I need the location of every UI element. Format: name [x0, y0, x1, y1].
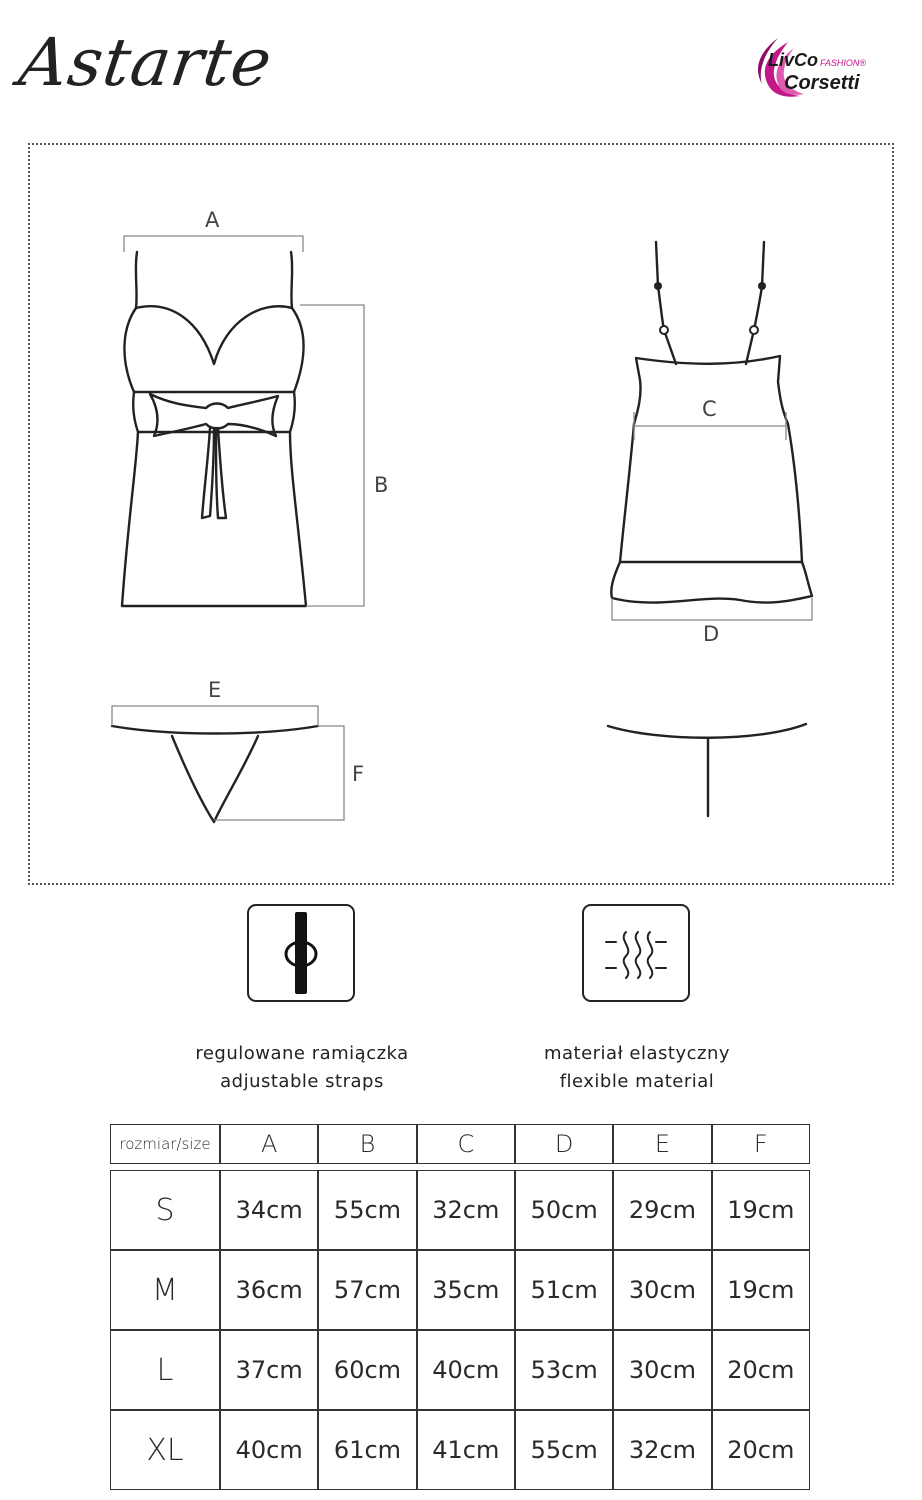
back-chemise-drawing — [611, 242, 812, 603]
table-cell: 19cm — [712, 1170, 810, 1250]
table-cell: 61cm — [318, 1410, 416, 1490]
size-code: L — [110, 1330, 220, 1410]
table-cell: 30cm — [613, 1330, 711, 1410]
table-cell: 30cm — [613, 1250, 711, 1330]
column-header: E — [613, 1124, 711, 1164]
table-cell: 53cm — [515, 1330, 613, 1410]
column-header: D — [515, 1124, 613, 1164]
table-cell: 40cm — [220, 1410, 318, 1490]
dim-label-f: F — [352, 762, 365, 786]
dim-guide-e — [112, 706, 318, 726]
table-cell: 41cm — [417, 1410, 515, 1490]
feature-label-pl: regulowane ramiączka — [195, 1043, 409, 1064]
column-header: C — [417, 1124, 515, 1164]
logo-text-livco: LivCo — [768, 50, 819, 70]
flexible-material-icon — [582, 904, 690, 1002]
table-cell: 35cm — [417, 1250, 515, 1330]
table-row — [110, 1170, 810, 1250]
dim-guide-a — [124, 236, 303, 252]
table-cell: 55cm — [318, 1170, 416, 1250]
product-title: Astarte — [14, 24, 278, 101]
size-chart-header-row — [110, 1124, 810, 1164]
adjustable-strap-icon — [247, 904, 355, 1002]
front-chemise-drawing — [122, 252, 306, 606]
table-cell: 55cm — [515, 1410, 613, 1490]
table-cell: 36cm — [220, 1250, 318, 1330]
size-chart-table — [110, 1124, 810, 1490]
table-cell: 20cm — [712, 1410, 810, 1490]
table-cell: 32cm — [613, 1410, 711, 1490]
dim-label-e: E — [208, 678, 222, 702]
feature-label-en: flexible material — [559, 1071, 715, 1092]
column-header: F — [712, 1124, 810, 1164]
column-header: A — [220, 1124, 318, 1164]
size-code: S — [110, 1170, 220, 1250]
column-header: B — [318, 1124, 416, 1164]
size-chart-corner: rozmiar/size — [110, 1124, 220, 1164]
front-thong-drawing — [112, 726, 318, 822]
table-cell: 20cm — [712, 1330, 810, 1410]
table-row — [110, 1330, 810, 1410]
dim-label-d: D — [703, 622, 720, 646]
table-cell: 50cm — [515, 1170, 613, 1250]
logo-text-corsetti: Corsetti — [784, 72, 860, 94]
feature-label-pl: materiał elastyczny — [543, 1043, 731, 1064]
table-cell: 51cm — [515, 1250, 613, 1330]
feature-adjustable-straps — [142, 1040, 462, 1096]
table-cell: 29cm — [613, 1170, 711, 1250]
dim-label-c: C — [702, 397, 717, 421]
table-row — [110, 1250, 810, 1330]
dim-label-a: A — [205, 208, 220, 232]
size-code: XL — [110, 1410, 220, 1490]
table-cell: 19cm — [712, 1250, 810, 1330]
dim-guide-f — [214, 726, 344, 820]
table-cell: 32cm — [417, 1170, 515, 1250]
table-cell: 57cm — [318, 1250, 416, 1330]
feature-flexible-material — [477, 1040, 797, 1096]
table-cell: 34cm — [220, 1170, 318, 1250]
back-thong-drawing — [608, 724, 806, 816]
dim-label-b: B — [374, 473, 389, 497]
table-cell: 60cm — [318, 1330, 416, 1410]
table-cell: 37cm — [220, 1330, 318, 1410]
table-cell: 40cm — [417, 1330, 515, 1410]
dim-guide-b — [300, 305, 364, 606]
feature-label-en: adjustable straps — [220, 1071, 384, 1092]
logo-text-fashion: FASHION® — [820, 58, 866, 68]
table-row — [110, 1410, 810, 1490]
size-code: M — [110, 1250, 220, 1330]
